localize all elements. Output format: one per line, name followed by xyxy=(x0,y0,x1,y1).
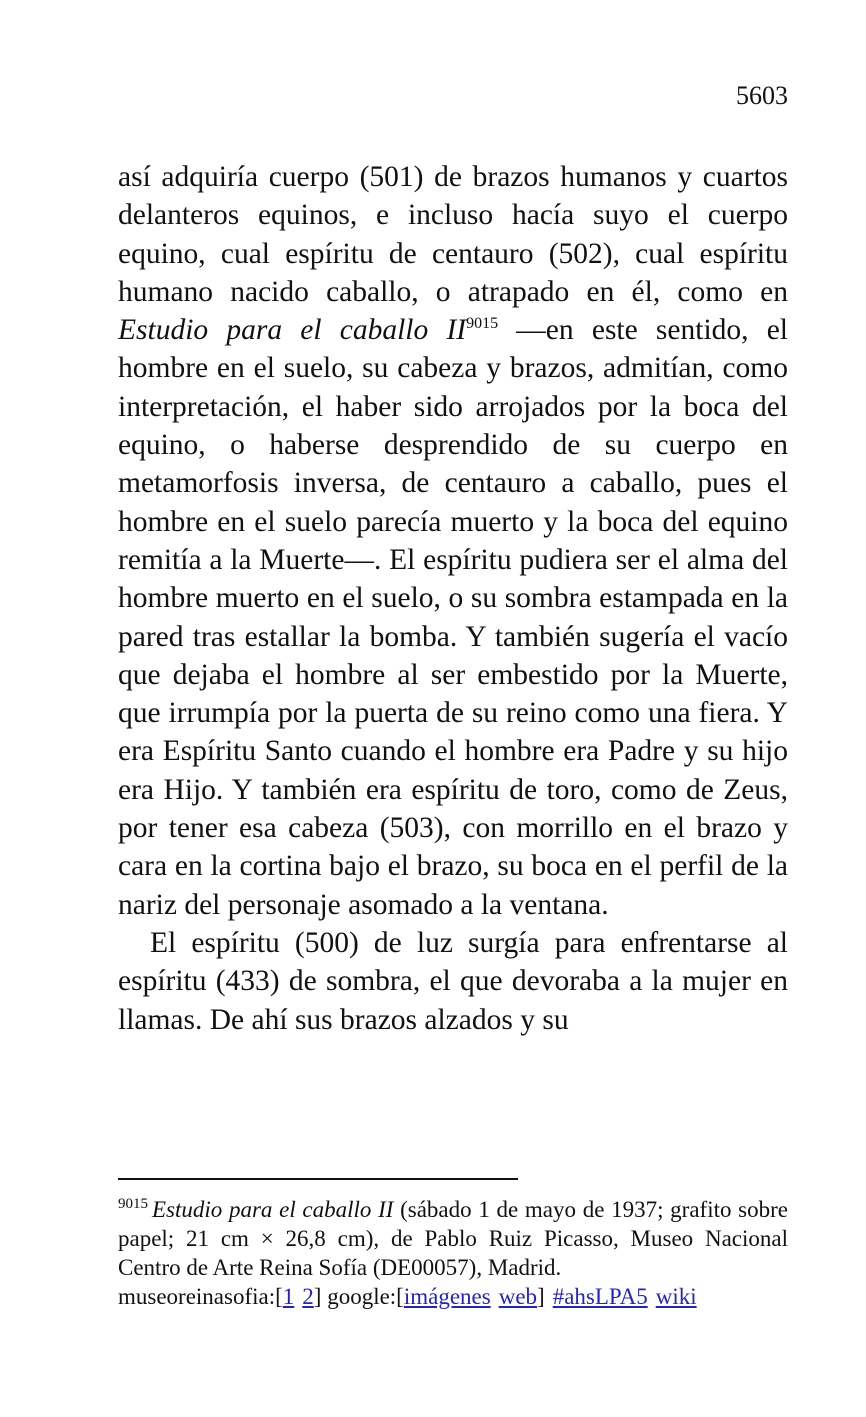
footnote-text: (sábado 1 de mayo de 1937; grafito sobre papel; 21 cm × 26,8 cm), de Pablo Ruiz Picasso, Museo Nacional Centro de Arte Reina Sofía (DE00057), Madrid. xyxy=(118,1197,788,1280)
museo-link-1[interactable]: 1 xyxy=(282,1284,295,1309)
footnote-body xyxy=(118,1195,788,1282)
google-close: ] xyxy=(537,1284,545,1309)
footnote-divider xyxy=(118,1178,518,1180)
hashtag-link[interactable]: #ahsLPA5 xyxy=(552,1284,648,1309)
footnote-reference[interactable]: 9015 xyxy=(466,315,499,333)
museo-link-2[interactable]: 2 xyxy=(302,1284,314,1309)
paragraph-1-text-a: así adquiría cuerpo (501) de brazos humanos y cuartos delanteros equinos, e incluso hacía suyo el cuerpo equino, cual espíritu de centauro (502), cual espíritu humano nacido caballo, o atrapado en él, como en xyxy=(118,161,788,308)
google-web-link[interactable]: web xyxy=(498,1284,538,1309)
google-images-link[interactable]: imágenes xyxy=(403,1284,491,1309)
paragraph-1 xyxy=(118,158,788,924)
footnote-number: 9015 xyxy=(118,1196,148,1213)
footnote xyxy=(118,1195,788,1311)
wiki-link[interactable]: wiki xyxy=(655,1284,697,1309)
page-number: 5603 xyxy=(736,81,788,110)
museo-label: museoreinasofia:[ xyxy=(118,1284,283,1309)
footnote-links xyxy=(118,1282,788,1311)
paragraph-2: El espíritu (500) de luz surgía para enfrentarse al espíritu (433) de sombra, el que devoraba a la mujer en llamas. De ahí sus brazos alzados y su xyxy=(118,926,788,1036)
artwork-title: Estudio para el caballo II xyxy=(118,314,467,347)
paragraph-1-text-b: —en este sentido, el hombre en el suelo, su cabeza y brazos, admitían, como interpretación, el haber sido arrojados por la boca del equino, o haberse desprendido de su cuerpo en metamorfosis inversa, de centauro a caballo, pues el hombre en el suelo parecía muerto y la boca del equino remitía a la Muerte—. El espíritu pudiera ser el alma del hombre muerto en el suelo, o su sombra estampada en la pared tras estallar la bomba. Y también sugería el vacío que dejaba el hombre al ser embestido por la Muerte, que irrumpía por la puerta de su reino como una fiera. Y era Espíritu Santo cuando el hombre era Padre y su hijo era Hijo. Y también era espíritu de toro, como de Zeus, por tener esa cabeza (503), con morrillo en el brazo y cara en la cortina bajo el brazo, su boca en el perfil de la nariz del personaje asomado a la ventana. xyxy=(118,314,789,921)
body-text xyxy=(118,158,788,1039)
google-label: ] google:[ xyxy=(313,1284,404,1309)
footnote-title: Estudio para el caballo II xyxy=(152,1197,394,1222)
